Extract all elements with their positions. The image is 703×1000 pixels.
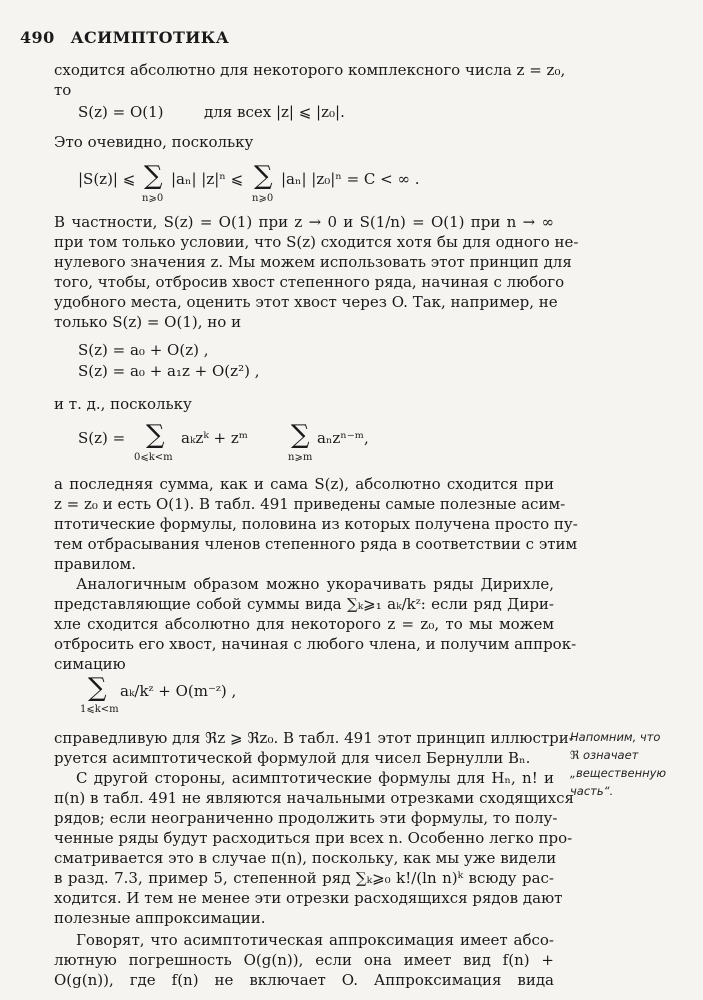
chapter-title: АСИМПТОТИКА xyxy=(70,28,230,47)
text-line: Это очевидно, поскольку xyxy=(54,133,254,151)
formula-sum-bound-c: |aₙ| |z₀|ⁿ = C < ∞ . xyxy=(281,170,420,188)
text-line: ходится. И тем не менее эти отрезки расходящихся рядов дают xyxy=(54,889,563,907)
formula-dirichlet: aₖ/kᶻ + O(m⁻ᶻ) , xyxy=(120,682,237,700)
text-line: при том только условии, что S(z) сходится хотя бы для одного не- xyxy=(54,233,579,251)
sigma-symbol: ∑ xyxy=(254,161,273,191)
text-line: тем отбрасывания членов степенного ряда в соответствии с этим xyxy=(54,535,578,553)
text-line: сходится абсолютно для некоторого комплексного числа z = z₀, xyxy=(54,61,566,79)
text-line: руется асимптотической формулой для чисел Бернулли Bₙ. xyxy=(54,749,531,767)
text-line: отбросить его хвост, начиная с любого члена, и получим аппрок- xyxy=(54,635,577,653)
text-line: С другой стороны, асимптотические формулы для Hₙ, n! и xyxy=(76,769,554,787)
sum-subscript: 0⩽k<m xyxy=(134,452,173,463)
text-line: симацию xyxy=(54,655,126,673)
sum-subscript: n⩾0 xyxy=(252,193,274,204)
formula-sum-bound-b: |aₙ| |z|ⁿ ⩽ xyxy=(171,170,244,188)
text-line: в разд. 7.3, пример 5, степенной ряд ∑ₖ⩾₀ k!/(ln n)ᵏ всюду рас- xyxy=(54,869,554,887)
formula-order-one: S(z) = a₀ + O(z) , xyxy=(78,341,209,359)
text-line: правилом. xyxy=(54,555,136,573)
text-line: того, чтобы, отбросив хвост степенного ряда, начиная с любого xyxy=(54,273,565,291)
text-line: нулевого значения z. Мы можем использовать этот принцип для xyxy=(54,253,572,271)
sigma-symbol: ∑ xyxy=(144,161,163,191)
formula-split-b: aₖzᵏ + zᵐ xyxy=(181,429,248,447)
text-line: z = z₀ и есть O(1). В табл. 491 приведены самые полезные асим- xyxy=(54,495,566,513)
text-line: Аналогичным образом можно укорачивать ряды Дирихле, xyxy=(76,575,554,593)
sigma-symbol: ∑ xyxy=(146,420,165,450)
page-number: 490 xyxy=(20,28,55,47)
text-line: птотические формулы, половина из которых получена просто пу- xyxy=(54,515,578,533)
text-line: O(g(n)), где f(n) не включает O. Аппроксимация вида xyxy=(54,971,554,989)
text-line: В частности, S(z) = O(1) при z → 0 и S(1/n) = O(1) при n → ∞ xyxy=(54,213,554,231)
text-line: рядов; если неограниченно продолжить эти формулы, то полу- xyxy=(54,809,558,827)
sum-subscript: n⩾0 xyxy=(142,193,164,204)
text-line: Говорят, что асимптотическая аппроксимация имеет абсо- xyxy=(76,931,554,949)
text-line: π(n) в табл. 491 не являются начальными отрезками сходящихся xyxy=(54,789,574,807)
margin-note xyxy=(570,728,690,800)
text-line: а последняя сумма, как и сама S(z), абсолютно сходится при xyxy=(54,475,554,493)
formula-condition: для всех |z| ⩽ |z₀|. xyxy=(204,103,345,121)
text-line: справедливую для ℜz ⩾ ℜz₀. В табл. 491 этот принцип иллюстри- xyxy=(54,729,574,747)
sum-subscript: n⩾m xyxy=(288,452,313,463)
margin-note-line: часть“. xyxy=(570,784,614,798)
text-line: сматривается это в случае π(n), поскольку, как мы уже видели xyxy=(54,849,557,867)
text-line: только S(z) = O(1), но и xyxy=(54,313,242,331)
formula-split-c: aₙzⁿ⁻ᵐ, xyxy=(317,429,369,447)
text-line: то xyxy=(54,81,72,99)
margin-note-line: Напомним, что xyxy=(570,730,661,744)
sigma-symbol: ∑ xyxy=(88,673,107,703)
formula-order-two: S(z) = a₀ + a₁z + O(z²) , xyxy=(78,362,260,380)
formula-sum-bound-a: |S(z)| ⩽ xyxy=(78,170,136,188)
running-header xyxy=(20,28,229,47)
text-line: удобного места, оценить этот хвост через O. Так, например, не xyxy=(54,293,558,311)
margin-note-line: ℜ означает xyxy=(570,748,639,762)
margin-note-line: „вещественную xyxy=(570,766,667,780)
text-line: представляющие собой суммы вида ∑ₖ⩾₁ aₖ/kᶻ: если ряд Дири- xyxy=(54,595,554,613)
text-line: и т. д., поскольку xyxy=(54,395,192,413)
sigma-symbol: ∑ xyxy=(291,420,310,450)
sum-subscript: 1⩽k<m xyxy=(80,704,119,715)
text-line: ченные ряды будут расходиться при всех n. Особенно легко про- xyxy=(54,829,573,847)
text-line: лютную погрешность O(g(n)), если она имеет вид f(n) + xyxy=(54,951,554,969)
formula-s-bounded: S(z) = O(1) xyxy=(78,103,164,121)
text-line: полезные аппроксимации. xyxy=(54,909,266,927)
formula-split-a: S(z) = xyxy=(78,429,126,447)
text-line: хле сходится абсолютно для некоторого z = z₀, то мы можем xyxy=(54,615,554,633)
